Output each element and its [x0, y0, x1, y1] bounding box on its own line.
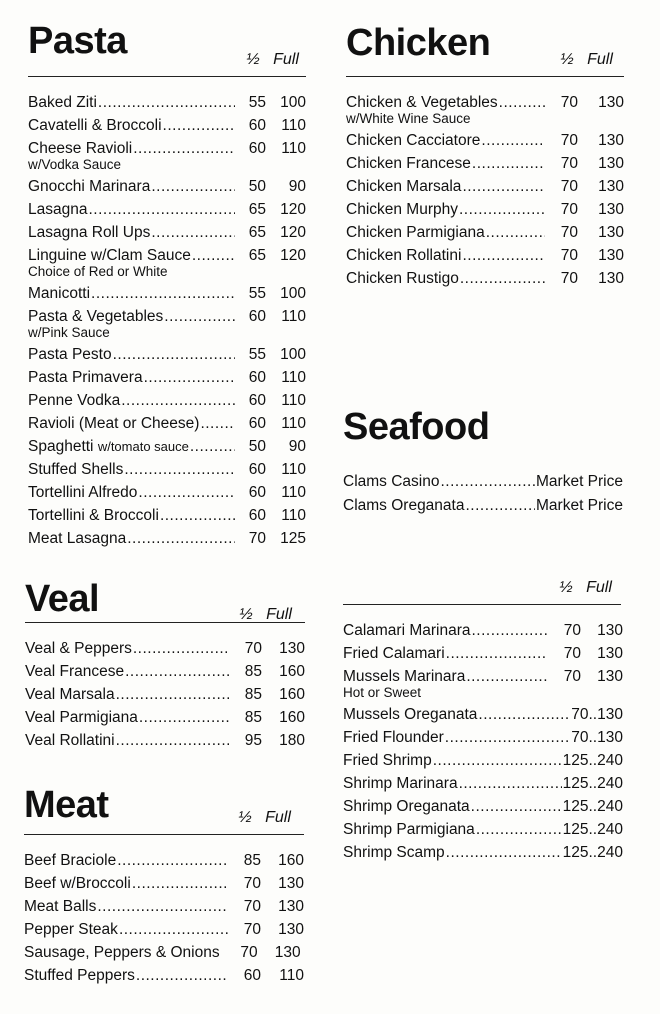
full-tray-price: 120 — [280, 201, 306, 218]
chicken-half-label: ½ — [560, 51, 574, 68]
full-tray-price: 110 — [281, 507, 306, 524]
half-tray-price: 60 — [248, 461, 266, 478]
full-tray-price: 110 — [281, 415, 306, 432]
dot-leader — [136, 964, 228, 987]
menu-item-row — [343, 726, 623, 749]
menu-item-row — [343, 703, 623, 726]
pasta-half-label: ½ — [246, 51, 260, 68]
item-subtitle: w/White Wine Sauce — [346, 111, 471, 126]
item-name: Tortellini & Broccoli — [28, 507, 159, 524]
menu-item-row — [28, 343, 306, 366]
pasta-items — [28, 91, 306, 550]
dot-leader — [133, 637, 229, 660]
menu-item-row — [25, 706, 305, 729]
full-tray-price: 110 — [281, 461, 306, 478]
half-tray-price: 70 — [560, 132, 578, 149]
item-name: Mussels Oreganata — [343, 706, 478, 723]
dot-leader — [139, 706, 229, 729]
veal-full-label: Full — [266, 606, 292, 623]
seafood-market-items — [343, 470, 623, 518]
menu-item-row — [25, 637, 305, 660]
price-separator: .. — [588, 706, 598, 723]
menu-item-row — [343, 841, 623, 864]
half-tray-price: 70 — [563, 668, 581, 685]
price-separator: .. — [588, 729, 598, 746]
meat-half-label: ½ — [238, 809, 252, 826]
item-name: Stuffed Peppers — [24, 967, 135, 984]
full-tray-price: 110 — [281, 484, 306, 501]
half-tray-price: 65 — [248, 201, 266, 218]
menu-item-row — [28, 435, 306, 458]
dot-leader — [486, 221, 545, 244]
full-tray-price: 120 — [280, 224, 306, 241]
full-tray-price: 130 — [597, 729, 623, 746]
item-name: Veal Marsala — [25, 686, 115, 703]
full-tray-price: 110 — [281, 117, 306, 134]
full-tray-price: 110 — [281, 369, 306, 386]
item-name: Chicken Cacciatore — [346, 132, 481, 149]
half-tray-price: 125 — [562, 752, 589, 769]
full-tray-price: 130 — [598, 178, 624, 195]
dot-leader — [465, 494, 535, 518]
full-tray-price: 180 — [279, 732, 305, 749]
veal-half-label: ½ — [239, 606, 253, 623]
dot-leader — [91, 282, 235, 305]
item-name: Lasagna Roll Ups — [28, 224, 151, 241]
meat-title: Meat — [24, 784, 109, 826]
full-tray-price: 240 — [597, 798, 623, 815]
veal-items — [25, 637, 305, 752]
market-price: Market Price — [536, 497, 623, 514]
dot-leader — [471, 619, 548, 642]
dot-leader — [446, 642, 548, 665]
dot-leader — [164, 305, 235, 328]
menu-item-row — [28, 114, 306, 137]
full-tray-price: 120 — [280, 247, 306, 264]
dot-leader — [125, 660, 229, 683]
item-name: Veal & Peppers — [25, 640, 132, 657]
half-tray-price: 60 — [243, 967, 261, 984]
item-name: Shrimp Parmigiana — [343, 821, 475, 838]
menu-item-row — [24, 964, 304, 987]
menu-item-row — [346, 221, 624, 244]
dot-leader — [151, 175, 235, 198]
item-name: Meat Lasagna — [28, 530, 127, 547]
item-subtitle: Hot or Sweet — [343, 685, 422, 700]
menu-item-row — [28, 366, 306, 389]
item-name: Cheese Ravioli — [28, 140, 133, 157]
menu-item-row — [28, 91, 306, 114]
seafood-items — [343, 619, 623, 864]
item-name: Pasta Pesto — [28, 346, 112, 363]
dot-leader — [440, 470, 535, 494]
item-name: Gnocchi Marinara — [28, 178, 151, 195]
dot-leader — [462, 175, 545, 198]
item-subtitle: Choice of Red or White — [28, 264, 168, 279]
half-tray-price: 65 — [248, 224, 266, 241]
item-name: Chicken Rustigo — [346, 270, 459, 287]
menu-item-row — [343, 772, 623, 795]
menu-item-row — [28, 412, 306, 435]
price-separator: .. — [588, 775, 598, 792]
full-tray-price: 90 — [288, 178, 306, 195]
menu-item-row — [343, 619, 623, 642]
item-name: Clams Oreganata — [343, 497, 465, 514]
item-name: Calamari Marinara — [343, 622, 471, 639]
price-separator: .. — [588, 798, 598, 815]
half-tray-price: 70 — [560, 247, 578, 264]
half-tray-price: 70 — [560, 201, 578, 218]
dot-leader — [460, 267, 545, 290]
full-tray-price: 130 — [598, 270, 624, 287]
item-name: Pasta & Vegetables — [28, 308, 164, 325]
half-tray-price: 70 — [243, 875, 261, 892]
chicken-section — [346, 24, 624, 290]
dot-leader — [127, 527, 235, 550]
menu-item-row — [28, 221, 306, 244]
item-name: Manicotti — [28, 285, 91, 302]
menu-item-row — [28, 481, 306, 504]
full-tray-price: 130 — [278, 921, 304, 938]
dot-leader — [459, 772, 562, 795]
full-tray-price: 130 — [598, 155, 624, 172]
full-tray-price: 100 — [280, 94, 306, 111]
item-name: Clams Casino — [343, 473, 440, 490]
pasta-header — [28, 22, 306, 77]
item-name: Mussels Marinara — [343, 668, 466, 685]
item-name: Pepper Steak — [24, 921, 118, 938]
dot-leader — [466, 665, 548, 688]
full-tray-price: 110 — [281, 392, 306, 409]
meat-items — [24, 849, 304, 987]
veal-header — [25, 580, 305, 623]
item-name: Ravioli (Meat or Cheese) — [28, 415, 200, 432]
half-tray-price: 70 — [560, 224, 578, 241]
dot-leader — [113, 343, 235, 366]
full-tray-price: 130 — [278, 875, 304, 892]
item-name: Cavatelli & Broccoli — [28, 117, 162, 134]
dot-leader — [116, 729, 229, 752]
menu-item-row — [343, 749, 623, 772]
veal-section — [25, 580, 305, 752]
half-tray-price: 70 — [571, 729, 589, 746]
item-name: Chicken Rollatini — [346, 247, 462, 264]
full-tray-price: 130 — [278, 898, 304, 915]
dot-leader — [445, 726, 570, 749]
half-tray-price: 60 — [248, 484, 266, 501]
full-tray-price: 240 — [597, 752, 623, 769]
dot-leader — [478, 703, 570, 726]
full-tray-price: 160 — [279, 709, 305, 726]
item-name: Veal Francese — [25, 663, 125, 680]
half-tray-price: 70 — [248, 530, 266, 547]
price-separator: .. — [588, 752, 598, 769]
item-name: Sausage, Peppers & Onions — [24, 944, 220, 961]
item-name: Chicken Marsala — [346, 178, 462, 195]
dot-leader — [163, 114, 235, 137]
menu-item-row — [343, 642, 623, 665]
full-tray-price: 240 — [597, 844, 623, 861]
item-name: Fried Flounder — [343, 729, 444, 746]
half-tray-price: 70 — [243, 898, 261, 915]
dot-leader — [119, 918, 228, 941]
dot-leader — [160, 504, 235, 527]
chicken-full-label: Full — [587, 51, 613, 68]
half-tray-price: 60 — [248, 308, 266, 325]
item-note: w/tomato sauce — [97, 439, 189, 454]
dot-leader — [472, 152, 545, 175]
item-name: Fried Calamari — [343, 645, 445, 662]
item-name: Shrimp Oreganata — [343, 798, 470, 815]
full-tray-price: 130 — [598, 132, 624, 149]
full-tray-price: 100 — [280, 285, 306, 302]
dot-leader — [459, 198, 545, 221]
item-name: Chicken Francese — [346, 155, 471, 172]
item-name: Beef Braciole — [24, 852, 117, 869]
item-name: Chicken Parmigiana — [346, 224, 485, 241]
chicken-header — [346, 24, 624, 77]
item-name: Chicken Murphy — [346, 201, 458, 218]
dot-leader — [124, 458, 235, 481]
item-name: Chicken & Vegetables — [346, 94, 498, 111]
half-tray-price: 85 — [244, 709, 262, 726]
full-tray-price: 125 — [280, 530, 306, 547]
full-tray-price: 130 — [598, 224, 624, 241]
menu-item-row — [28, 175, 306, 198]
pasta-title: Pasta — [28, 20, 127, 62]
half-tray-price: 60 — [248, 392, 266, 409]
menu-item-row — [24, 895, 304, 918]
half-tray-price: 85 — [243, 852, 261, 869]
market-price-row — [343, 494, 623, 518]
dot-leader — [97, 895, 228, 918]
full-tray-price: 130 — [597, 622, 623, 639]
menu-item-row — [28, 282, 306, 305]
menu-item-row — [343, 795, 623, 818]
half-tray-price: 60 — [248, 140, 266, 157]
menu-item-row — [346, 198, 624, 221]
half-tray-price: 95 — [244, 732, 262, 749]
dot-leader — [133, 137, 235, 160]
item-name: Spaghetti w/tomato sauce — [28, 438, 189, 455]
dot-leader — [144, 366, 235, 389]
half-tray-price: 55 — [248, 285, 266, 302]
half-tray-price: 50 — [248, 438, 266, 455]
veal-title: Veal — [25, 578, 100, 620]
item-name: Stuffed Shells — [28, 461, 124, 478]
dot-leader — [476, 818, 562, 841]
full-tray-price: 110 — [279, 967, 304, 984]
item-name: Shrimp Scamp — [343, 844, 445, 861]
dot-leader — [481, 129, 545, 152]
item-name: Beef w/Broccoli — [24, 875, 131, 892]
dot-leader — [116, 683, 229, 706]
menu-item-row — [28, 458, 306, 481]
full-tray-price: 130 — [598, 94, 624, 111]
full-tray-price: 110 — [281, 308, 306, 325]
full-tray-price: 240 — [597, 821, 623, 838]
menu-item-row — [28, 389, 306, 412]
menu-item-row — [346, 152, 624, 175]
half-tray-price: 70 — [243, 921, 261, 938]
chicken-items — [346, 91, 624, 290]
menu-item-row — [346, 175, 624, 198]
item-name: Fried Shrimp — [343, 752, 432, 769]
item-name: Lasagna — [28, 201, 88, 218]
item-name: Meat Balls — [24, 898, 97, 915]
market-price: Market Price — [536, 473, 623, 490]
half-tray-price: 70 — [563, 622, 581, 639]
half-tray-price: 60 — [248, 369, 266, 386]
price-separator: .. — [588, 844, 598, 861]
pasta-section — [28, 22, 306, 550]
full-tray-price: 130 — [274, 944, 301, 961]
dot-leader — [138, 481, 235, 504]
half-tray-price: 125 — [562, 844, 589, 861]
menu-item-row — [25, 729, 305, 752]
half-tray-price: 50 — [248, 178, 266, 195]
dot-leader — [462, 244, 545, 267]
half-tray-price: 60 — [248, 117, 266, 134]
market-price-row — [343, 470, 623, 494]
dot-leader — [433, 749, 562, 772]
half-tray-price: 60 — [248, 415, 266, 432]
half-tray-price: 70 — [240, 944, 258, 961]
half-tray-price: 55 — [248, 346, 266, 363]
menu-item-row — [24, 918, 304, 941]
dot-leader — [192, 244, 235, 267]
full-tray-price: 160 — [279, 663, 305, 680]
full-tray-price: 130 — [598, 247, 624, 264]
menu-item-row — [24, 941, 304, 964]
price-separator: .. — [588, 821, 598, 838]
seafood-section — [343, 408, 623, 864]
dot-leader — [88, 198, 235, 221]
half-tray-price: 55 — [248, 94, 266, 111]
full-tray-price: 130 — [598, 201, 624, 218]
menu-item-row — [346, 244, 624, 267]
full-tray-price: 100 — [280, 346, 306, 363]
menu-item-row — [25, 683, 305, 706]
dot-leader — [471, 795, 562, 818]
item-name: Tortellini Alfredo — [28, 484, 138, 501]
menu-item-row — [28, 527, 306, 550]
seafood-full-label: Full — [586, 579, 612, 596]
half-tray-price: 70 — [563, 645, 581, 662]
dot-leader — [499, 91, 545, 114]
chicken-title: Chicken — [346, 22, 491, 64]
full-tray-price: 130 — [597, 668, 623, 685]
menu-item-row — [343, 818, 623, 841]
menu-item-row — [346, 267, 624, 290]
half-tray-price: 70 — [560, 94, 578, 111]
half-tray-price: 85 — [244, 686, 262, 703]
full-tray-price: 90 — [288, 438, 306, 455]
seafood-prices-header — [343, 570, 621, 605]
half-tray-price: 60 — [248, 507, 266, 524]
full-tray-price: 130 — [597, 706, 623, 723]
full-tray-price: 240 — [597, 775, 623, 792]
full-tray-price: 130 — [597, 645, 623, 662]
dot-leader — [200, 412, 235, 435]
dot-leader — [190, 435, 235, 458]
menu-item-row — [24, 849, 304, 872]
dot-leader — [132, 872, 228, 895]
menu-item-row — [28, 504, 306, 527]
full-tray-price: 160 — [278, 852, 304, 869]
item-name: Baked Ziti — [28, 94, 97, 111]
dot-leader — [446, 841, 562, 864]
meat-full-label: Full — [265, 809, 291, 826]
item-name: Penne Vodka — [28, 392, 121, 409]
half-tray-price: 125 — [562, 798, 589, 815]
half-tray-price: 70 — [560, 178, 578, 195]
seafood-title: Seafood — [343, 406, 490, 448]
half-tray-price: 70 — [244, 640, 262, 657]
item-subtitle: w/Pink Sauce — [28, 325, 110, 340]
item-name: Shrimp Marinara — [343, 775, 458, 792]
half-tray-price: 85 — [244, 663, 262, 680]
half-tray-price: 70 — [560, 155, 578, 172]
seafood-half-label: ½ — [559, 579, 573, 596]
item-name: Pasta Primavera — [28, 369, 143, 386]
dot-leader — [98, 91, 235, 114]
dot-leader — [121, 389, 235, 412]
half-tray-price: 65 — [248, 247, 266, 264]
item-name: Linguine w/Clam Sauce — [28, 247, 191, 264]
meat-header — [24, 786, 304, 835]
meat-section — [24, 786, 304, 987]
half-tray-price: 125 — [562, 775, 589, 792]
dot-leader — [151, 221, 235, 244]
menu-item-row — [346, 129, 624, 152]
half-tray-price: 70 — [571, 706, 589, 723]
full-tray-price: 130 — [279, 640, 305, 657]
half-tray-price: 125 — [562, 821, 589, 838]
item-name: Veal Parmigiana — [25, 709, 138, 726]
pasta-full-label: Full — [273, 51, 299, 68]
menu-item-row — [24, 872, 304, 895]
dot-leader — [117, 849, 228, 872]
half-tray-price: 70 — [560, 270, 578, 287]
menu-item-row — [28, 198, 306, 221]
full-tray-price: 160 — [279, 686, 305, 703]
item-subtitle: w/Vodka Sauce — [28, 157, 122, 172]
full-tray-price: 110 — [281, 140, 306, 157]
item-name: Veal Rollatini — [25, 732, 115, 749]
menu-item-row — [25, 660, 305, 683]
